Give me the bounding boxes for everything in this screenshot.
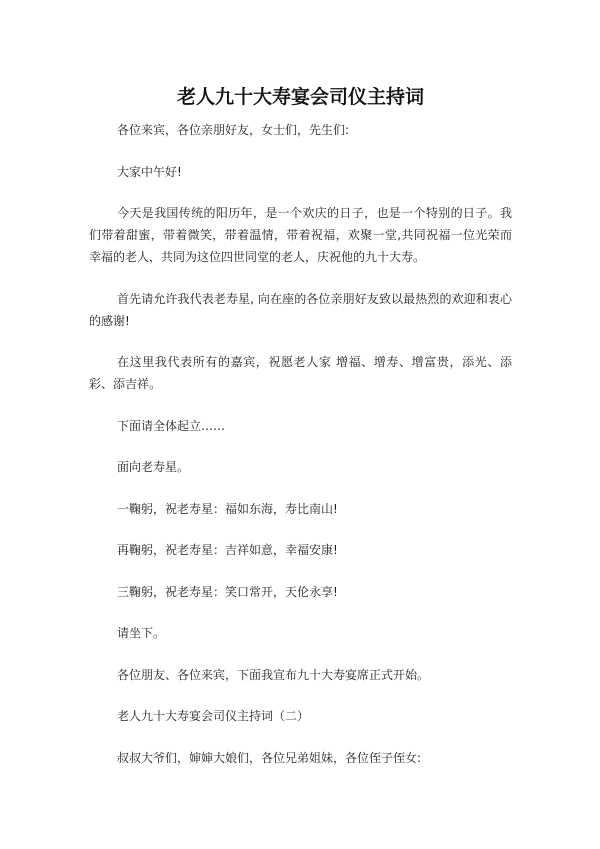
document-title: 老人九十大寿宴会司仪主持词 <box>176 86 424 108</box>
paragraph: 各位朋友、各位来宾，下面我宣布九十大寿宴席正式开始。 <box>117 667 430 682</box>
paragraph: 三鞠躬，祝老寿星：笑口常开，天伦永享! <box>117 584 338 599</box>
paragraph: 下面请全体起立…… <box>117 418 226 433</box>
paragraph: 大家中午好! <box>117 164 182 179</box>
paragraph: 在这里我代表所有的嘉宾，祝愿老人家 增福、增寿、增富贵，添光、添彩、添吉祥。 <box>89 355 512 391</box>
section-subtitle: 老人九十大寿宴会司仪主持词（二） <box>117 709 310 723</box>
paragraph: 首先请允许我代表老寿星, 向在座的各位亲朋好友致以最热烈的欢迎和衷心的感谢! <box>89 291 512 328</box>
paragraph: 再鞠躬，祝老寿星：吉祥如意，幸福安康! <box>117 543 338 557</box>
paragraph: 今天是我国传统的阳历年，是一个欢庆的日子，也是一个特别的日子。我们带着甜蜜，带着微笑，带着温情，带着祝福，欢聚一堂,共同祝福一位光荣而幸福的老人，共同为这位四世同堂的老人，庆祝他的九十大寿。 <box>89 206 512 264</box>
paragraph: 请坐下。 <box>117 626 166 640</box>
paragraph: 叔叔大爷们，婶婶大娘们，各位兄弟姐妹，各位侄子侄女: <box>117 750 422 765</box>
paragraph: 面向老寿星。 <box>117 460 190 474</box>
greeting-paragraph: 各位来宾，各位亲朋好友，女士们，先生们: <box>117 123 350 137</box>
document-body <box>89 85 512 788</box>
paragraph: 一鞠躬，祝老寿星：福如东海，寿比南山! <box>117 501 338 516</box>
